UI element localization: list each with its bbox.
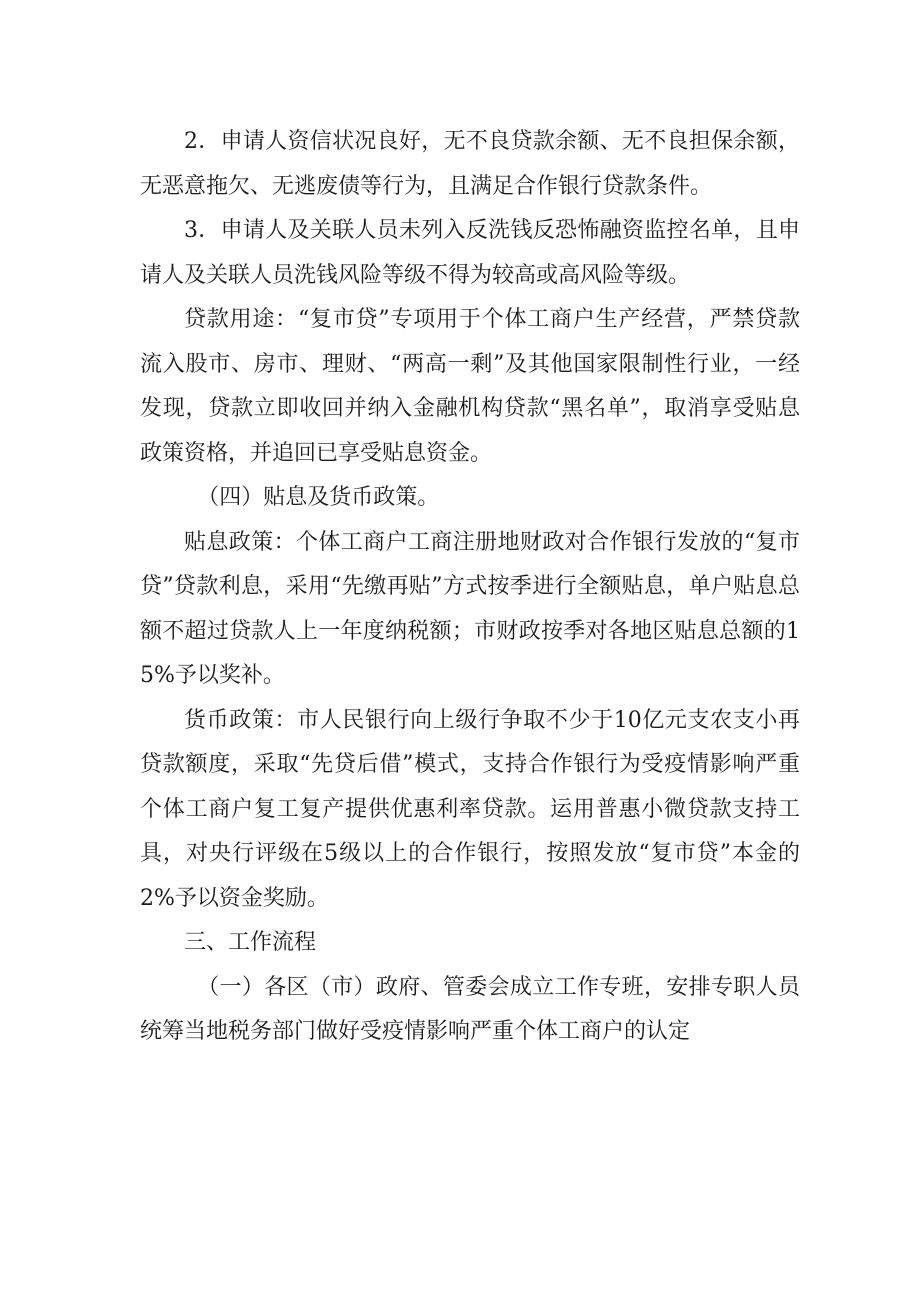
paragraph-condition-2: 2．申请人资信状况良好，无不良贷款余额、无不良担保余额，无恶意拖欠、无逃废债等行为，且满足合作银行贷款条件。 [140,129,800,199]
paragraph-monetary-policy: 货币政策：市人民银行向上级行争取不少于10亿元支农支小再贷款额度，采取“先贷后借”模式，支持合作银行为受疫情影响严重个体工商户复工复产提供优惠利率贷款。运用普惠小微贷款支持工具，对央行评级在5级以上的合作银行，按照发放“复市贷”本金的2%予以资金奖励。 [140,707,800,911]
paragraph-interest-subsidy-policy: 贴息政策：个体工商户工商注册地财政对合作银行发放的“复市贷”贷款利息，采用“先缴再贴”方式按季进行全额贴息，单户贴息总额不超过贷款人上一年度纳税额；市财政按季对各地区贴息总额的15%予以奖补。 [140,529,800,688]
section-heading-work-process: 三、工作流程 [184,930,317,955]
paragraph-condition-3: 3．申请人及关联人员未列入反洗钱反恐怖融资监控名单，且申请人及关联人员洗钱风险等级不得为较高或高风险等级。 [140,218,800,288]
document-body [140,120,800,1055]
section-heading-interest-and-monetary-policy: （四）贴息及货币政策。 [197,485,440,510]
paragraph-loan-use: 贷款用途：“复市贷”专项用于个体工商户生产经营，严禁贷款流入股市、房市、理财、“两高一剩”及其他国家限制性行业，一经发现，贷款立即收回并纳入金融机构贷款“黑名单”，取消享受贴息政策资格，并追回已享受贴息资金。 [140,307,800,466]
paragraph-process-1: （一）各区（市）政府、管委会成立工作专班，安排专职人员统筹当地税务部门做好受疫情影响严重个体工商户的认定 [140,974,800,1044]
